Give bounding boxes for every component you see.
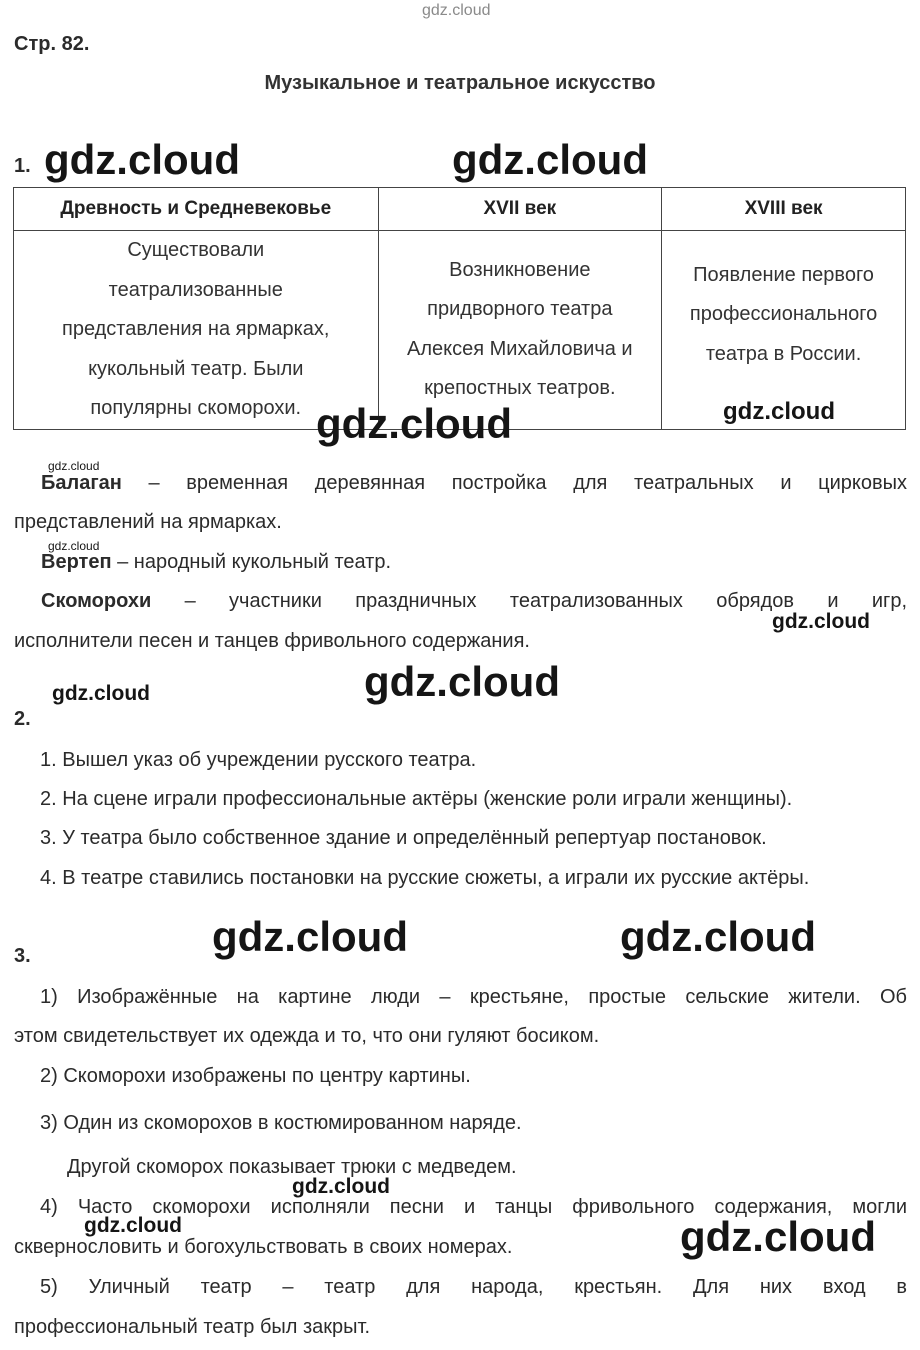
watermark: gdz.cloud [620, 913, 816, 960]
task2-item: 4. В театре ставились постановки на русские сюжеты, а играли их русские актёры. [40, 867, 810, 889]
task2-item: 2. На сцене играли профессиональные актёры (женские роли играли женщины). [40, 788, 793, 810]
cell-line: популярны скоморохи. [90, 397, 302, 419]
task3-answer-1-cont: этом свидетельствует их одежда и то, что они гуляют босиком. [14, 1025, 600, 1047]
watermark: gdz.cloud [292, 1175, 390, 1198]
task2-item: 3. У театра было собственное здание и определённый репертуар постановок. [40, 827, 767, 849]
watermark: gdz.cloud [48, 459, 100, 473]
watermark: gdz.cloud [316, 400, 512, 447]
task3-answer-5 [14, 1275, 907, 1299]
watermark: gdz.cloud [48, 539, 100, 553]
watermark: gdz.cloud [364, 658, 560, 705]
cell-line: Возникновение [449, 258, 591, 281]
cell-line: профессионального [689, 303, 878, 325]
watermark: gdz.cloud [452, 136, 648, 183]
page-title: Музыкальное и театральное искусство [264, 72, 656, 94]
task2-number: 2. [14, 708, 31, 730]
cell-line: придворного театра [427, 298, 613, 321]
cell-line: театра в России. [705, 342, 862, 365]
term-vertep [14, 550, 907, 574]
term-definition: – временная деревянная постройка для театральных и цирковых [148, 472, 907, 494]
term-balagan-cont: представлений на ярмарках. [14, 511, 282, 533]
watermark: gdz.cloud [44, 136, 240, 183]
term-label: Скоморохи [41, 590, 152, 612]
cell-line: представления на ярмарках, [62, 318, 330, 340]
answer-text: 1) Изображённые на картине люди – крестьяне, простые сельские жители. Об [40, 986, 907, 1008]
task3-answer-2: 2) Скоморохи изображены по центру картины. [40, 1065, 471, 1087]
term-label: Балаган [41, 472, 122, 494]
table-header-cell: XVIII век [662, 188, 906, 231]
watermark: gdz.cloud [723, 398, 835, 425]
cell-line: кукольный театр. Были [88, 357, 304, 380]
answer-text: 4) Часто скоморохи исполняли песни и танцы фривольного содержания, могли [40, 1196, 907, 1218]
cell-line: крепостных театров. [424, 377, 616, 400]
term-balagan [14, 471, 907, 495]
table-header-cell: Древность и Средневековье [14, 188, 379, 231]
table-header-cell: XVII век [378, 188, 662, 231]
term-definition: – народный кукольный театр. [117, 551, 392, 573]
task3-answer-3: 3) Один из скоморохов в костюмированном наряде. [40, 1112, 522, 1134]
answer-text: 5) Уличный театр – театр для народа, крестьян. Для них вход в [40, 1276, 907, 1298]
task3-answer-3-extra: Другой скоморох показывает трюки с медведем. [67, 1156, 517, 1178]
task3-number: 3. [14, 945, 31, 967]
term-label: Вертеп [41, 551, 112, 573]
task3-answer-5-cont: профессиональный театр был закрыт. [14, 1316, 371, 1338]
task3-answer-4-cont: сквернословить и богохульствовать в своих номерах. [14, 1236, 513, 1258]
watermark: gdz.cloud [772, 610, 870, 633]
watermark: gdz.cloud [680, 1213, 876, 1260]
cell-line: Появление первого [693, 263, 874, 286]
task3-answer-1 [14, 985, 907, 1009]
watermark: gdz.cloud [212, 913, 408, 960]
table-header-row [14, 188, 906, 231]
cell-line: театрализованные [108, 278, 283, 301]
watermark: gdz.cloud [52, 682, 150, 705]
term-skomorokhi-cont: исполнители песен и танцев фривольного содержания. [14, 630, 530, 652]
watermark-top: gdz.cloud [422, 2, 491, 19]
task2-item: 1. Вышел указ об учреждении русского театра. [40, 749, 477, 771]
task1-number: 1. [14, 155, 31, 177]
cell-line: Алексея Михайловича и [407, 337, 633, 360]
cell-line: Существовали [127, 239, 265, 261]
page-number: Стр. 82. [14, 33, 90, 55]
history-table [13, 187, 906, 430]
watermark: gdz.cloud [84, 1214, 182, 1237]
term-definition: – участники праздничных театрализованных обрядов и игр, [184, 590, 907, 612]
